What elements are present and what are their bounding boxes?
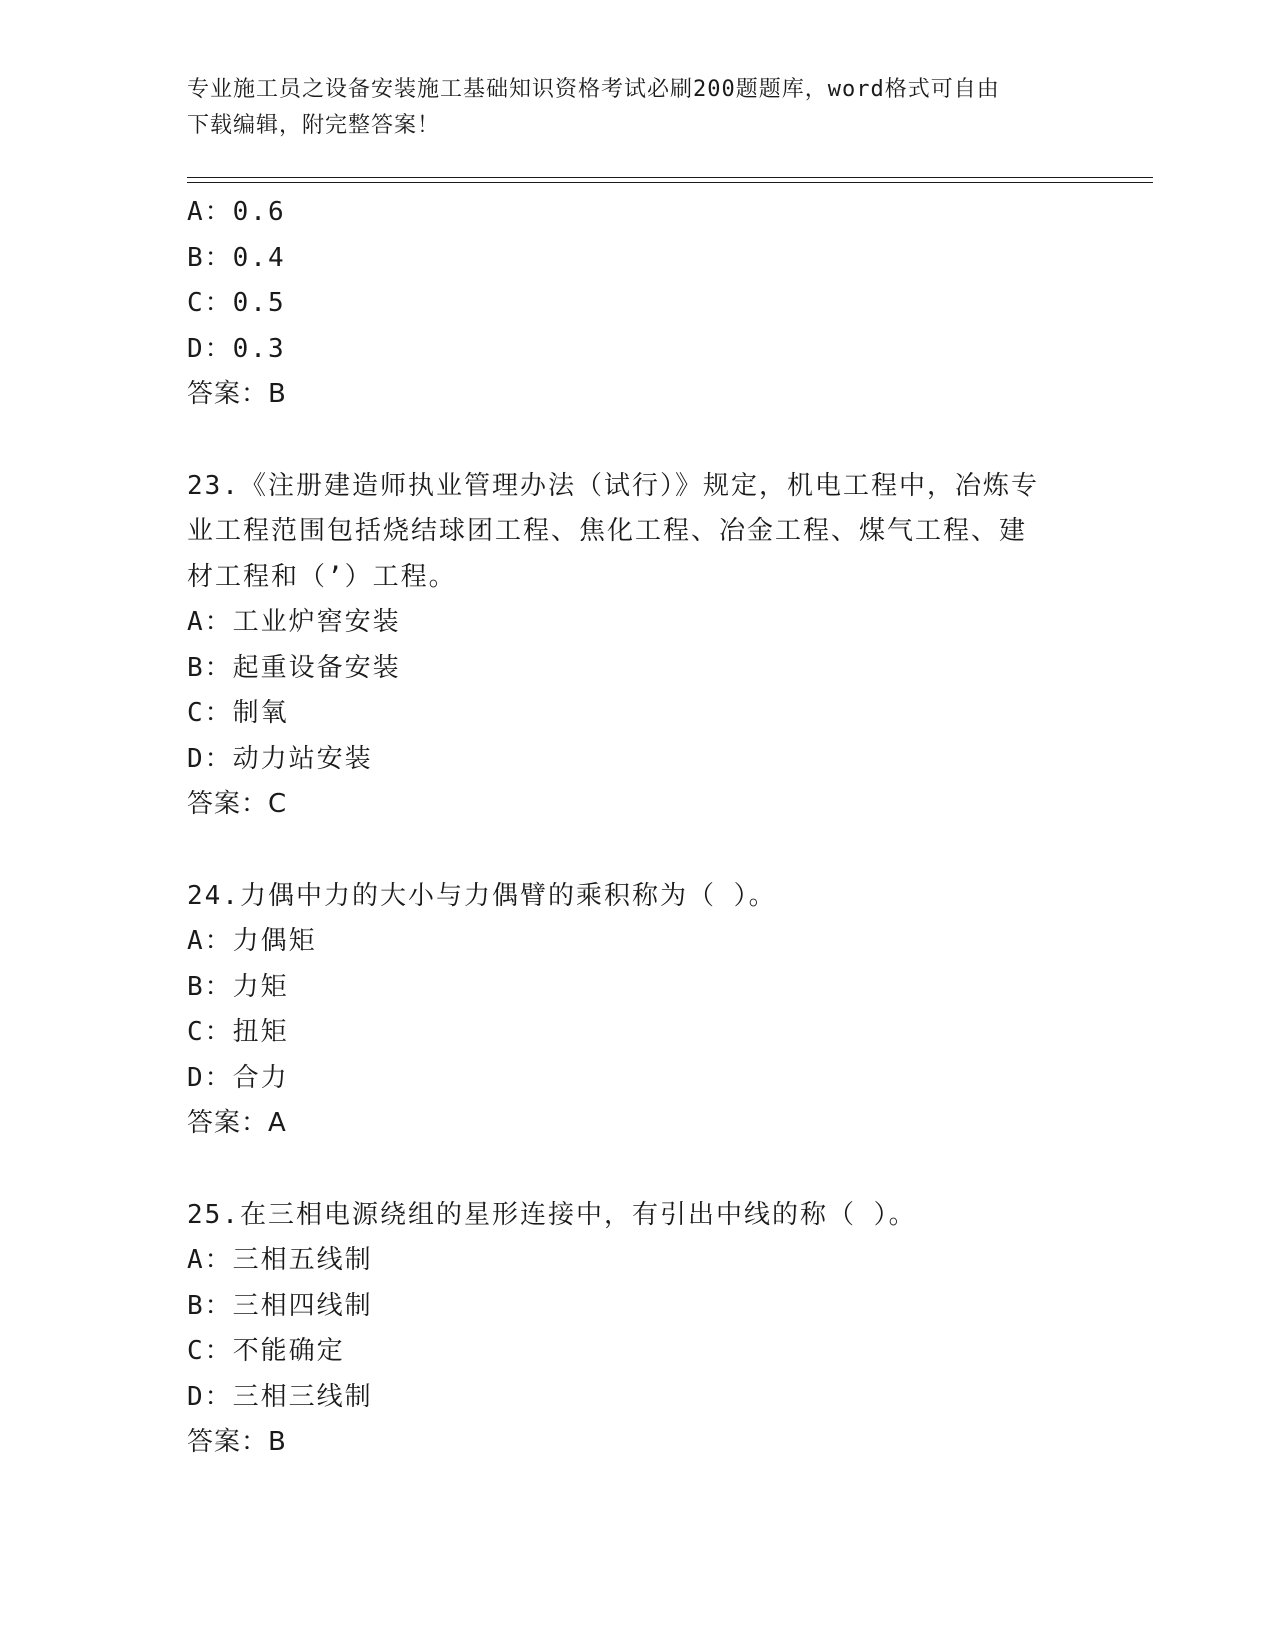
question-23 (187, 464, 1087, 828)
option-d: D：三相三线制 (187, 1381, 373, 1412)
question-stem: 25.在三相电源绕组的星形连接中，有引出中线的称（ ）。 (187, 1199, 917, 1230)
option-d: D：0.3 (187, 333, 286, 364)
question-stem-line-2: 业工程范围包括烧结球团工程、焦化工程、冶金工程、煤气工程、建 (187, 516, 1028, 546)
answer-line: 答案：B (187, 379, 287, 409)
option-a: A：工业炉窖安装 (187, 607, 401, 637)
header-rule-bottom (187, 182, 1153, 183)
header-line-1: 专业施工员之设备安装施工基础知识资格考试必刷200题题库，word格式可自由 (187, 77, 1000, 102)
document-header (187, 72, 1067, 144)
option-c: C：制氧 (187, 698, 289, 728)
option-c: C：0.5 (187, 288, 286, 318)
header-rule-top (187, 177, 1153, 178)
question-24 (187, 874, 1087, 1147)
option-b: B：起重设备安装 (187, 652, 401, 683)
option-a: A：三相五线制 (187, 1245, 373, 1275)
option-b: B：0.4 (187, 242, 286, 273)
option-b: B：力矩 (187, 971, 289, 1002)
question-stem-line-1: 23.《注册建造师执业管理办法（试行）》规定，机电工程中，冶炼专 (187, 470, 1039, 501)
header-line-2: 下载编辑，附完整答案！ (187, 113, 441, 138)
spacer (187, 418, 1087, 464)
answer-line: 答案：A (187, 1108, 287, 1138)
option-b: B：三相四线制 (187, 1290, 373, 1321)
question-stem-line-3: 材工程和（’）工程。 (187, 561, 457, 592)
option-d: D：动力站安装 (187, 743, 373, 774)
question-stem: 24.力偶中力的大小与力偶臂的乘积称为（ ）。 (187, 880, 777, 911)
answer-line: 答案：C (187, 789, 288, 819)
spacer (187, 828, 1087, 874)
option-d: D：合力 (187, 1062, 289, 1093)
answer-line: 答案：B (187, 1427, 287, 1457)
option-a: A：力偶矩 (187, 926, 317, 956)
option-a: A：0.6 (187, 197, 286, 227)
question-25 (187, 1193, 1087, 1466)
option-c: C：不能确定 (187, 1336, 345, 1366)
question-22 (187, 190, 1087, 418)
option-c: C：扭矩 (187, 1017, 289, 1047)
spacer (187, 1147, 1087, 1193)
question-list (187, 190, 1087, 1466)
